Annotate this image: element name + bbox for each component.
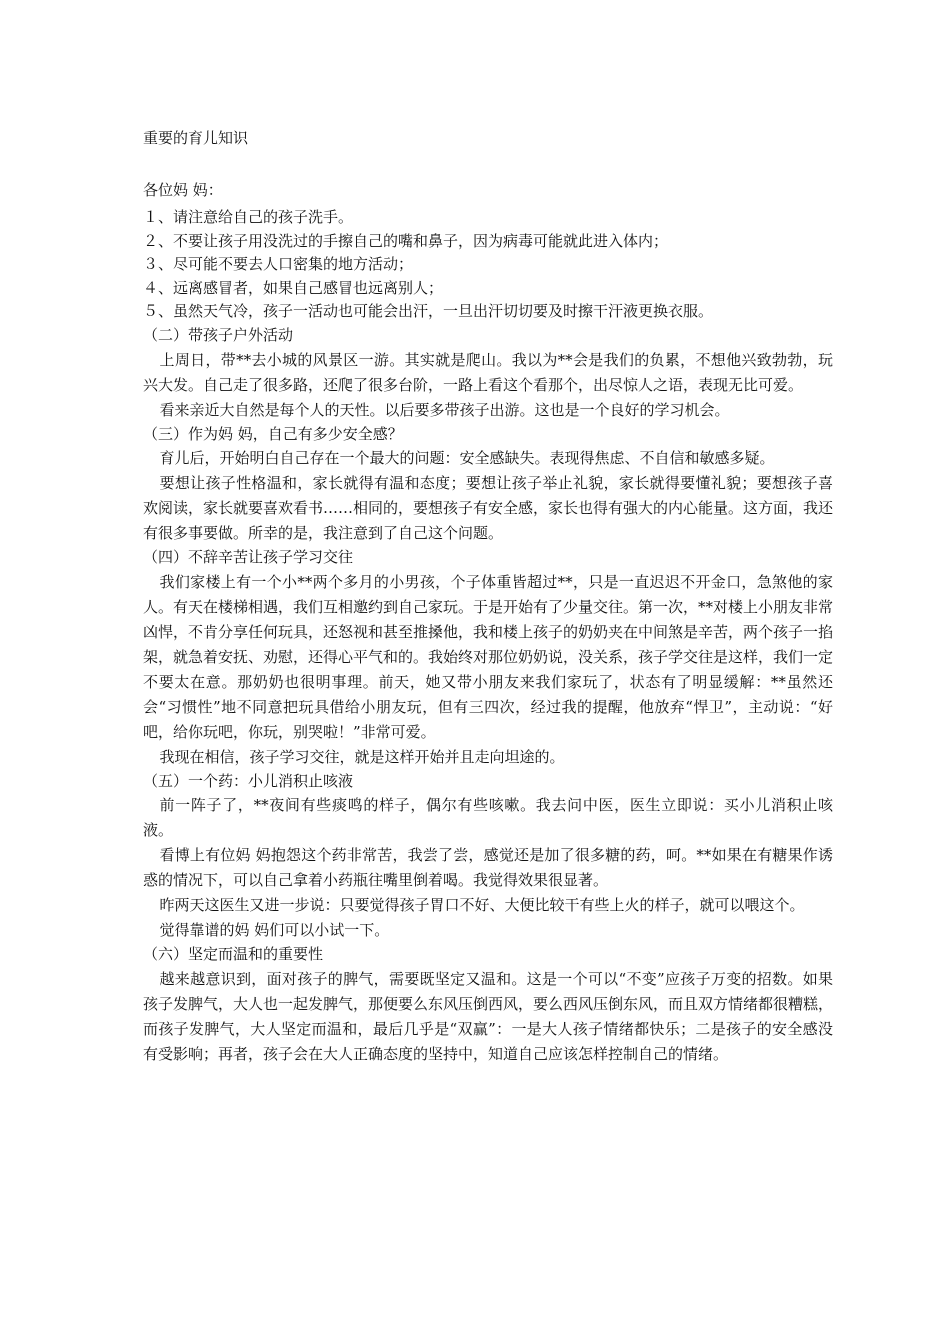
section-heading: （四）不辞辛苦让孩子学习交往	[143, 548, 354, 567]
tip-item: ２、不要让孩子用没洗过的手擦自己的嘴和鼻子，因为病毒可能就此进入体内；	[143, 231, 669, 250]
section-outdoor	[143, 324, 833, 423]
paragraph: 我们家楼上有一个小**两个多月的小男孩，个子体重皆超过**，只是一直迟迟不开金口，急煞他的家人。有天在楼梯相遇，我们互相邀约到自己家玩。于是开始有了少量交往。第一次，**对楼上小朋友非常凶悍，不肯分享任何玩具，还怒视和甚至推搡他，我和楼上孩子的奶奶夹在中间煞是辛苦，两个孩子一掐架，就急着安抚、劝慰，还得心平气和的。我始终对那位奶奶说，没关系，孩子学交往是这样，我们一定不要太在意。那奶奶也很明事理。前天，她又带小朋友来我们家玩了，状态有了明显缓解：**虽然还会“习惯性”地不同意把玩具借给小朋友玩，但有三四次，经过我的提醒，他放弃“悍卫”，主动说：“好吧，给你玩吧，你玩，别哭啦！”非常可爱。	[143, 572, 834, 741]
tip-item: ４、远离感冒者，如果自己感冒也远离别人；	[143, 278, 444, 297]
section-social	[143, 546, 833, 770]
section-heading: （三）作为妈 妈，自己有多少安全感？	[143, 424, 403, 443]
paragraph: 育儿后，开始明白自己存在一个最大的问题：安全感缺失。表现得焦虑、不自信和敏感多疑。	[159, 449, 775, 468]
section-heading: （六）坚定而温和的重要性	[143, 945, 324, 964]
paragraph: 上周日，带**去小城的风景区一游。其实就是爬山。我以为**会是我们的负累，不想他兴致勃勃，玩兴大发。自己走了很多路，还爬了很多台阶，一路上看这个看那个，出尽惊人之语，表现无比可爱。	[143, 350, 833, 394]
paragraph: 觉得靠谱的妈 妈们可以小试一下。	[159, 921, 390, 940]
paragraph: 前一阵子了，**夜间有些痰鸣的样子，偶尔有些咳嗽。我去问中医，医生立即说：买小儿消积止咳液。	[143, 796, 833, 840]
paragraph: 昨两天这医生又进一步说：只要觉得孩子胃口不好、大便比较干有些上火的样子，就可以喂这个。	[159, 896, 805, 915]
section-firm-gentle	[143, 943, 833, 1067]
tip-item: ５、虽然天气冷，孩子一活动也可能会出汗，一旦出汗切切要及时擦干汗液更换衣服。	[143, 302, 714, 321]
document-title: 重要的育儿知识	[143, 129, 249, 147]
paragraph: 看博上有位妈 妈抱怨这个药非常苦，我尝了尝，感觉还是加了很多糖的药，呵。**如果在有糖果作诱惑的情况下，可以自己拿着小药瓶往嘴里倒着喝。我觉得效果很显著。	[143, 846, 833, 890]
section-medicine	[143, 770, 833, 944]
document-page	[143, 124, 833, 1067]
paragraph: 我现在相信，孩子学习交往，就是这样开始并且走向坦途的。	[159, 747, 565, 766]
tip-item: １、请注意给自己的孩子洗手。	[143, 208, 354, 226]
paragraph: 看来亲近大自然是每个人的天性。以后要多带孩子出游。这也是一个良好的学习机会。	[159, 400, 730, 419]
tip-item: ３、尽可能不要去人口密集的地方活动；	[143, 255, 414, 274]
section-heading: （二）带孩子户外活动	[143, 325, 294, 344]
section-security	[143, 423, 833, 547]
salutation: 各位妈 妈：	[143, 181, 223, 199]
paragraph: 要想让孩子性格温和，家长就得有温和态度；要想让孩子举止礼貌，家长就得要懂礼貌；要想孩子喜欢阅读，家长就要喜欢看书……相同的，要想孩子有安全感，家长也得有强大的内心能量。这方面，我还有很多事要做。所幸的是，我注意到了自己这个问题。	[143, 474, 834, 543]
paragraph: 越来越意识到，面对孩子的脾气，需要既坚定又温和。这是一个可以“不变”应孩子万变的招数。如果孩子发脾气，大人也一起发脾气，那便要么东风压倒西风，要么西风压倒东风，而且双方情绪都很糟糕，而孩子发脾气，大人坚定而温和，最后几乎是“双赢”：一是大人孩子情绪都快乐；二是孩子的安全感没有受影响；再者，孩子会在大人正确态度的坚持中，知道自己应该怎样控制自己的情绪。	[143, 969, 834, 1063]
section-heading: （五）一个药：小儿消积止咳液	[143, 771, 354, 790]
tips-list	[143, 206, 833, 324]
